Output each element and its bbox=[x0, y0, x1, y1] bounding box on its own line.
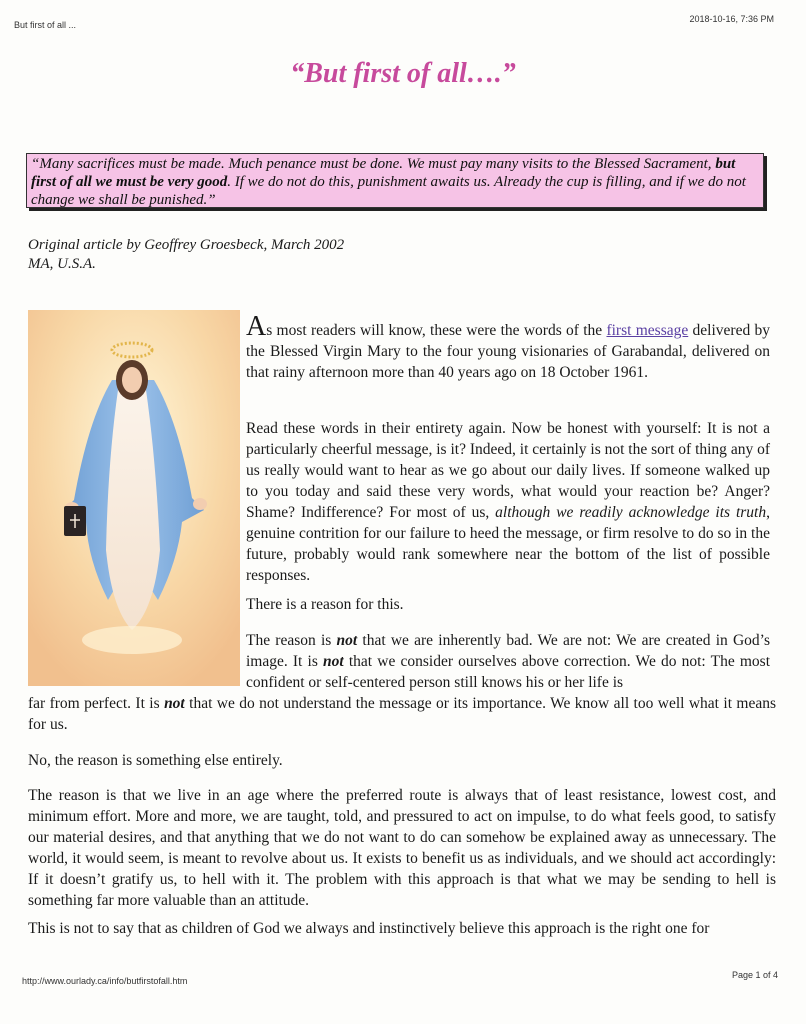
print-footer-page: Page 1 of 4 bbox=[731, 970, 778, 980]
paragraph-5: No, the reason is something else entirely. bbox=[28, 752, 283, 769]
p4-not-2: not bbox=[323, 653, 344, 670]
print-header-title: But first of all ... bbox=[14, 20, 77, 30]
p2-text-a: Read these words in their entirety again. Now be honest with yourself: It is not a particularly cheerful message, is it? Indeed, it certainly is not the sort of thing any of us really would want to hear as we go about our daily lives. If someone walked up to you today and said these very words, what would your reaction be? Anger? Shame? Indifference? For most of us, bbox=[246, 420, 770, 521]
byline-author: Original article by Geoffrey Groesbeck, March 2002 bbox=[28, 237, 345, 253]
p4-text-e: that we do not understand the message or its importance. We know all too well what it means for us. bbox=[28, 695, 776, 733]
paragraph-3: There is a reason for this. bbox=[246, 596, 404, 613]
paragraph-1 bbox=[246, 311, 771, 383]
drop-cap: A bbox=[246, 311, 267, 342]
quote-bold: but first of all we must be very good bbox=[31, 156, 736, 190]
byline-location: MA, U.S.A. bbox=[28, 256, 96, 272]
paragraph-4 bbox=[246, 630, 770, 693]
p4-text-b: that we are inherently bad. We are not: We are created in God’s image. It is bbox=[246, 632, 770, 670]
paragraph-7: This is not to say that as children of God we always and instinctively believe this approach is the right one for bbox=[28, 920, 710, 937]
quote-text-1: “Many sacrifices must be made. Much penance must be done. We must pay many visits to the Blessed Sacrament, bbox=[31, 156, 716, 172]
p1-text-a: s most readers will know, these were the words of the bbox=[266, 322, 607, 339]
p4-not-3: not bbox=[164, 695, 185, 712]
face bbox=[122, 367, 142, 393]
p4-not-1: not bbox=[336, 632, 358, 649]
byline bbox=[28, 236, 344, 274]
quote-text-2: . If we do not do this, punishment awaits us. Already the cup is filling, and if we do not change we shall be punished.” bbox=[31, 174, 746, 208]
virgin-mary-image bbox=[28, 310, 240, 686]
paragraph-4-continued bbox=[28, 693, 776, 735]
p4-text-c: that we consider ourselves above correction. We do not: The most confident or self-centered person still knows his or her life is bbox=[246, 653, 770, 691]
p2-italic: although we readily acknowledge its truth bbox=[495, 504, 767, 521]
quote-box bbox=[26, 153, 764, 208]
p1-text-b: delivered by the Blessed Virgin Mary to the four young visionaries of Garabandal, delivered on that rainy afternoon more than 40 years ago on 18 October 1961. bbox=[246, 322, 771, 381]
paragraph-6: The reason is that we live in an age where the preferred route is always that of least resistance, lowest cost, and minimum effort. More and more, we are taught, told, and pressured to act on impulse, to do what feels good, to satisfy our material desires, and that anything that we do not want to do can somehow be explained away as unnecessary. The world, it would seem, is meant to revolve about us. It exists to benefit us as individuals, and we should act accordingly: If it doesn’t gratify us, to hell with it. The problem with this approach is that what we may be sending to hell is something far more valuable than an attitude. bbox=[28, 787, 776, 909]
page-title: “But first of all….” bbox=[290, 58, 516, 89]
p2-text-b: , genuine contrition for our failure to heed the message, or firm resolve to do so in the future, probably would rank somewhere near the bottom of the list of possible responses. bbox=[246, 504, 770, 584]
first-message-link[interactable]: first message bbox=[606, 322, 689, 339]
paragraph-2 bbox=[246, 418, 770, 586]
p4-text-a: The reason is bbox=[246, 632, 337, 649]
print-header-datetime: 2018-10-16, 7:36 PM bbox=[689, 14, 774, 24]
print-footer-url: http://www.ourlady.ca/info/butfirstofall.htm bbox=[22, 976, 188, 986]
p4-text-d: far from perfect. It is bbox=[28, 695, 165, 712]
